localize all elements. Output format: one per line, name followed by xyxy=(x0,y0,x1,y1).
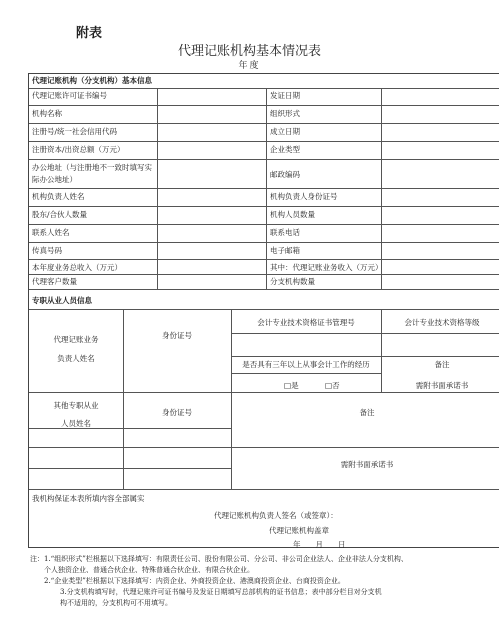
label-total-income: 本年度业务总收入（万元） xyxy=(32,263,122,272)
declaration-date: 年 月 日 xyxy=(293,540,346,549)
label-credit-code: 注册号/统一社会信用代码 xyxy=(32,127,118,136)
label-other-staff-1: 其他专职从业 xyxy=(53,401,99,410)
checkbox-no[interactable]: □否 xyxy=(325,381,340,390)
divider xyxy=(29,224,499,225)
label-license-no: 代理记账许可证书编号 xyxy=(32,91,107,100)
note-3-cont: 构不适用的，分支机构可不用填写。 xyxy=(60,599,172,607)
label-lead-name-1: 代理记账业务 xyxy=(53,335,99,344)
label-office-address: 办公地址（与注册地不一致时填写实 xyxy=(32,163,152,172)
divider xyxy=(29,88,499,89)
divider xyxy=(29,123,499,124)
label-experience: 是否具有三年以上从事会计工作的经历 xyxy=(242,360,370,369)
note-3: 3.分支机构填写时，代理记账许可证书编号及发证日期填写总部机构的证书信息；表中部分栏目对分支机 xyxy=(60,588,382,596)
label-other-id: 身份证号 xyxy=(162,408,192,417)
label-head-name: 机构负责人姓名 xyxy=(32,192,85,201)
label-enterprise-type: 企业类型 xyxy=(270,145,300,154)
divider xyxy=(29,274,499,275)
divider xyxy=(231,333,499,334)
label-cert-no: 会计专业技术资格证书管理号 xyxy=(257,318,355,327)
label-office-address-line2: 际办公地址） xyxy=(32,175,77,184)
form-table xyxy=(28,73,499,548)
section2-heading: 专职从业人员信息 xyxy=(32,296,92,305)
label-lead-commitment: 需附书面承诺书 xyxy=(415,381,469,390)
divider xyxy=(29,105,499,106)
label-other-commitment: 需附书面承诺书 xyxy=(340,460,394,469)
divider xyxy=(29,309,499,310)
label-lead-id: 身份证号 xyxy=(162,331,192,340)
divider xyxy=(29,159,499,160)
divider xyxy=(29,188,499,189)
label-org-form: 组织形式 xyxy=(270,109,300,118)
label-other-remark: 备注 xyxy=(359,408,375,417)
divider xyxy=(231,356,499,357)
divider xyxy=(29,392,499,393)
label-contact-phone: 联系电话 xyxy=(270,228,300,237)
label-staff-count: 机构人员数量 xyxy=(270,210,315,219)
declaration-seal: 代理记账机构盖章 xyxy=(269,526,329,535)
label-issue-date: 发证日期 xyxy=(270,91,300,100)
label-lead-remark: 备注 xyxy=(434,360,450,369)
year-label: 年度 xyxy=(238,61,261,71)
label-cert-level: 会计专业技术资格等级 xyxy=(404,318,480,327)
checkbox-yes[interactable]: □是 xyxy=(284,381,299,390)
declaration-signer: 代理记账机构负责人签名（或签章）： xyxy=(214,511,338,520)
divider xyxy=(29,242,499,243)
label-client-count: 代理客户数量 xyxy=(32,277,77,286)
label-shareholders: 股东/合伙人数量 xyxy=(32,210,88,219)
divider xyxy=(29,447,499,448)
label-head-id: 机构负责人身份证号 xyxy=(270,192,338,201)
divider xyxy=(29,259,499,260)
divider xyxy=(29,468,231,469)
label-branch-count: 分支机构数量 xyxy=(270,277,315,286)
section1-heading: 代理记账机构（分支机构）基本信息 xyxy=(32,76,152,85)
label-lead-name-2: 负责人姓名 xyxy=(57,354,95,363)
divider xyxy=(29,289,499,290)
divider xyxy=(231,373,381,374)
label-contact-name: 联系人姓名 xyxy=(32,228,70,237)
notes xyxy=(30,554,492,609)
label-capital: 注册资本/出资总额（万元） xyxy=(32,145,125,154)
divider xyxy=(29,428,231,429)
label-postcode: 邮政编码 xyxy=(270,170,300,179)
note-1: 注：1.“组织形式”栏根据以下选择填写：有限责任公司、股份有限公司、分公司、非公司企业法人、企业非法人分支机构、 xyxy=(30,555,408,563)
label-fax: 传真号码 xyxy=(32,246,62,255)
divider xyxy=(29,206,499,207)
form-title: 代理记账机构基本情况表 xyxy=(177,44,321,59)
note-1-cont: 个人独资企业、普通合伙企业、特殊普通合伙企业、有限合伙企业。 xyxy=(44,566,254,574)
label-org-name: 机构名称 xyxy=(32,109,62,118)
divider xyxy=(29,489,499,490)
declaration-statement: 我机构保证本表所填内容全部属实 xyxy=(32,494,145,503)
divider xyxy=(29,141,499,142)
label-other-staff-2: 人员姓名 xyxy=(61,419,91,428)
label-email: 电子邮箱 xyxy=(270,246,300,255)
attachment-label: 附表 xyxy=(76,26,103,41)
note-2: 2.“企业类型”栏根据以下选择填写：内资企业、外商投资企业、港澳商投资企业、台商投资企业。 xyxy=(44,577,345,585)
label-founded-date: 成立日期 xyxy=(270,127,300,136)
label-bookkeeping-income: 其中：代理记账业务收入（万元） xyxy=(270,263,383,272)
